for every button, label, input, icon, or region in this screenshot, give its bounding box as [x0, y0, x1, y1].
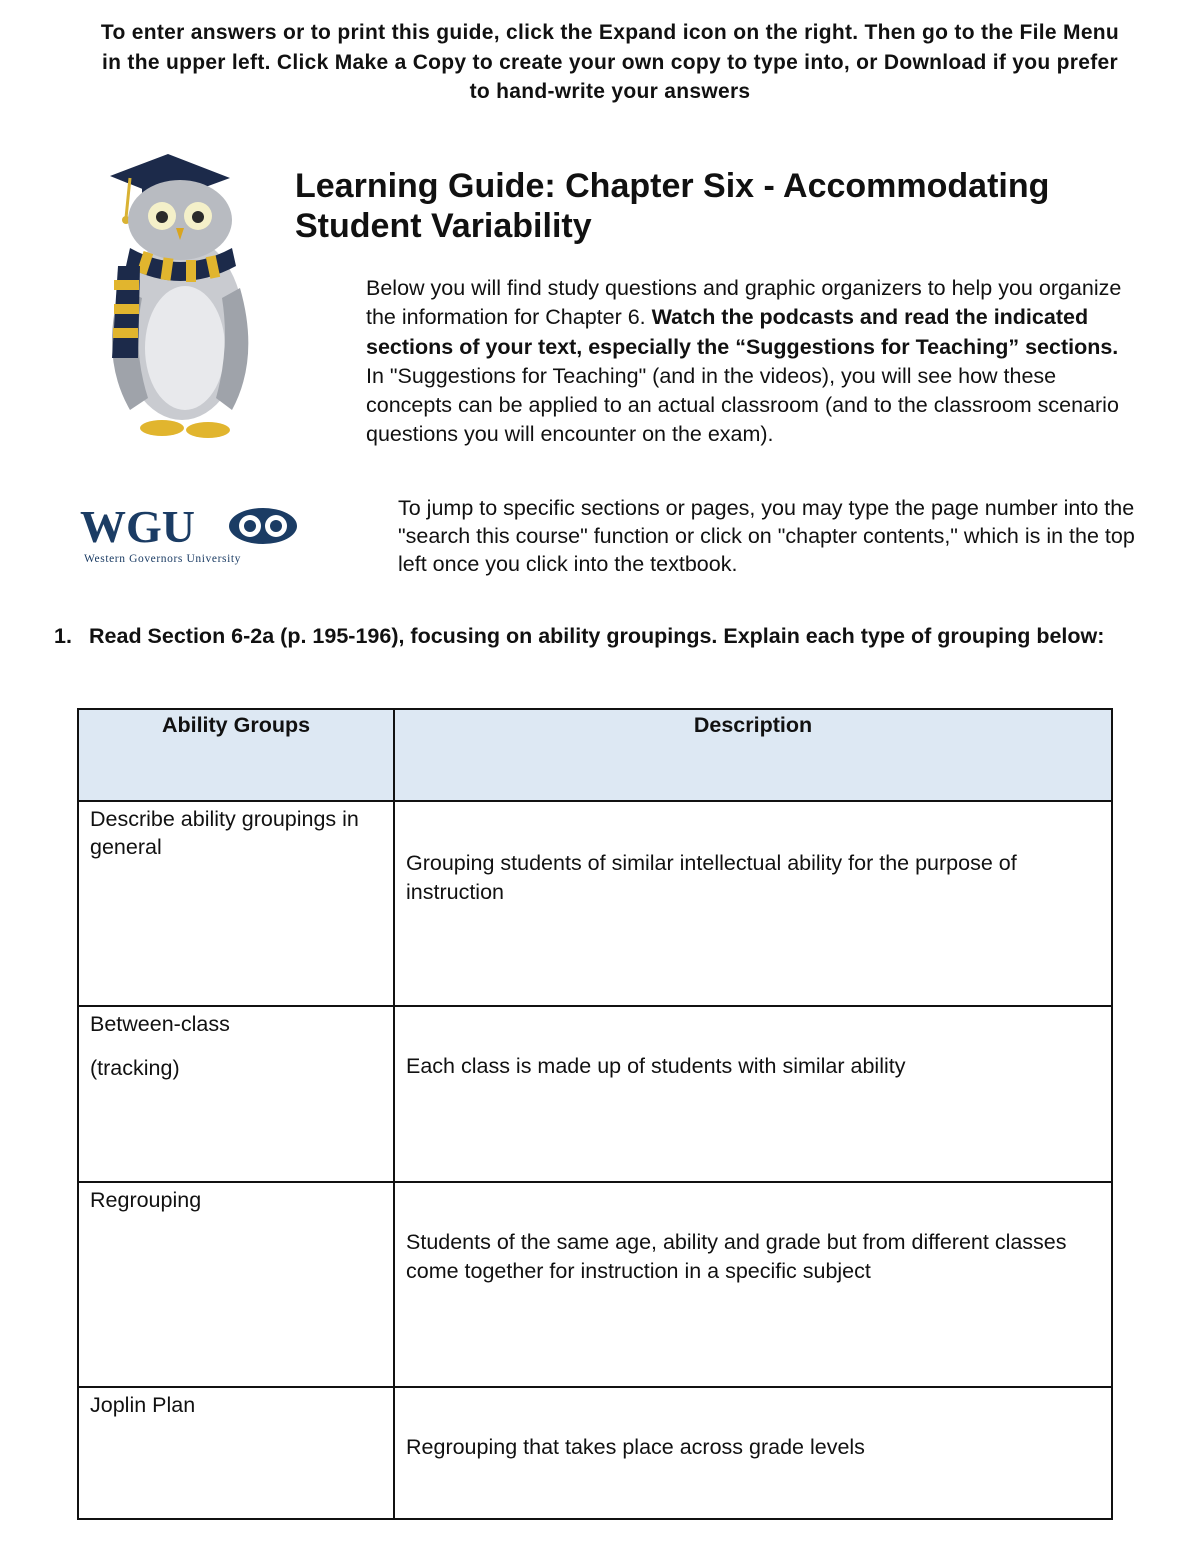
description-cell[interactable] — [394, 1182, 1112, 1387]
group-name-cell — [78, 801, 394, 1006]
intro-text-start: Below you will find study questions and graphic organizers to help you organize the information for Chapter 6. — [366, 276, 1122, 330]
table-header-row — [78, 709, 1112, 801]
owl-mascot-illustration — [90, 148, 265, 448]
header-ability-groups: Ability Groups — [78, 709, 394, 801]
table-row — [78, 1182, 1112, 1387]
wgu-logo — [78, 500, 300, 570]
group-name-cell — [78, 1006, 394, 1182]
question-number: 1. — [54, 624, 72, 648]
group-name: Regrouping — [90, 1188, 202, 1212]
header-description: Description — [394, 709, 1112, 801]
intro-paragraph — [366, 274, 1136, 450]
group-name-cell — [78, 1387, 394, 1519]
ability-groups-table — [77, 708, 1113, 1520]
table-row — [78, 1006, 1112, 1182]
intro-text-bold: Watch the podcasts and read the indicated sections of your text, especially the “Suggestions for Teaching” sections. — [366, 305, 1119, 359]
description-cell[interactable] — [394, 1006, 1112, 1182]
wgu-subtitle: Western Governors University — [84, 553, 242, 565]
page-title: Learning Guide: Chapter Six - Accommodating Student Variability — [295, 167, 1050, 245]
group-name: Between-class — [90, 1012, 230, 1036]
question-1 — [54, 622, 1144, 650]
description-cell[interactable] — [394, 801, 1112, 1006]
description-text: Regrouping that takes place across grade levels — [406, 1435, 865, 1459]
intro-text-end: In "Suggestions for Teaching" (and in the videos), you will see how these concepts can be applied to an actual classroom (and to the classroom scenario questions you will encounter on the exam). — [366, 363, 1119, 447]
question-text: Read Section 6-2a (p. 195-196), focusing on ability groupings. Explain each type of grouping below: — [89, 624, 1105, 648]
description-text: Students of the same age, ability and grade but from different classes come together for instruction in a specific subject — [406, 1230, 1067, 1283]
group-name: Joplin Plan — [90, 1393, 196, 1417]
jump-instructions: To jump to specific sections or pages, you may type the page number into the "search this course" function or click on "chapter contents," which is in the top left once you click into the textbook. — [398, 496, 1135, 576]
group-name-cell — [78, 1182, 394, 1387]
table-row — [78, 1387, 1112, 1519]
wgu-logo-mark — [78, 500, 300, 570]
description-text: Grouping students of similar intellectual ability for the purpose of instruction — [406, 851, 1017, 904]
instructions-banner: To enter answers or to print this guide, click the Expand icon on the right. Then go to the File Menu in the upper left. Click Make a Copy to create your own copy to type into, or Download if you prefer to hand-write your answers — [100, 21, 1120, 103]
group-name-sub: (tracking) — [90, 1056, 180, 1080]
description-cell[interactable] — [394, 1387, 1112, 1519]
group-name: Describe ability groupings in general — [90, 807, 359, 859]
description-text: Each class is made up of students with similar ability — [406, 1054, 906, 1078]
wgu-wordmark: WGU — [80, 501, 195, 552]
table-row — [78, 801, 1112, 1006]
